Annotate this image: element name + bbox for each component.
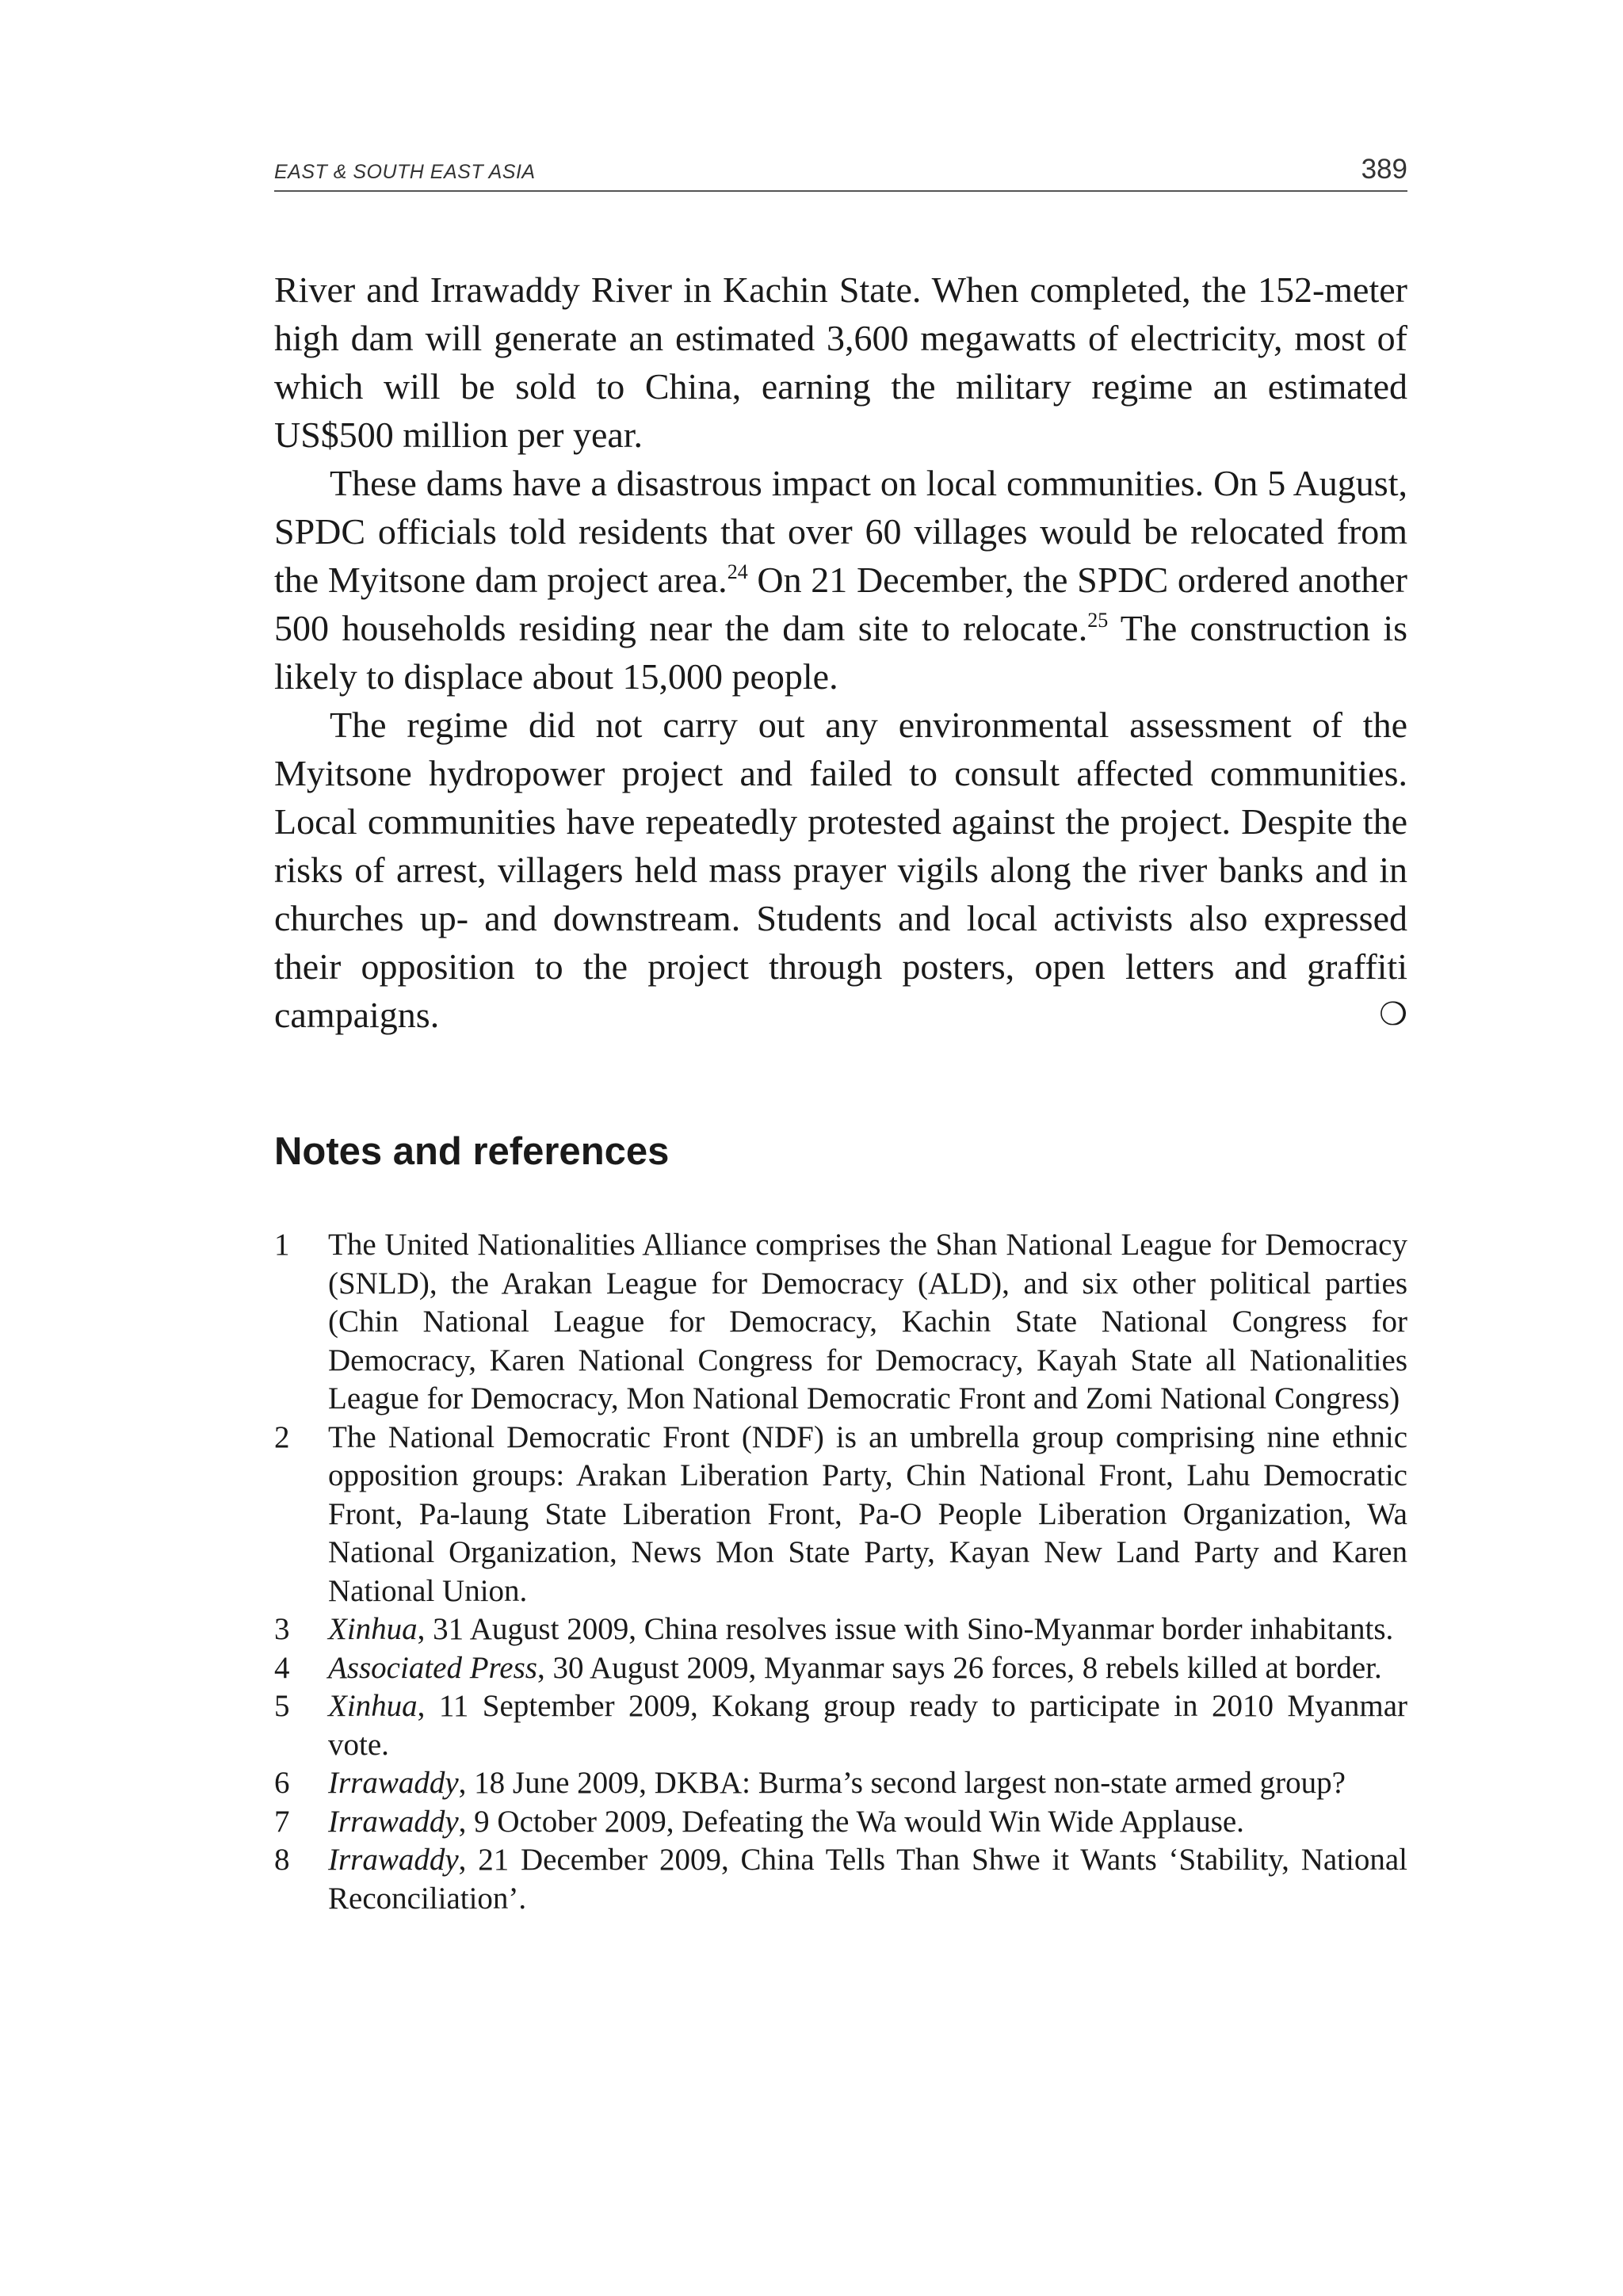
note-number: 4 bbox=[274, 1650, 290, 1685]
footnote-ref-25: 25 bbox=[1087, 609, 1109, 632]
note-number: 8 bbox=[274, 1843, 290, 1877]
note-body: , 21 December 2009, China Tells Than Shwe it Wants ‘Stability, National Reconciliation’. bbox=[328, 1843, 1407, 1916]
paragraph-2-text-a: These dams have a disastrous impact on local communities. On 5 August, SPDC officials told residents that over 60 villages would be relocated from the Myitsone dam project area. bbox=[274, 463, 1407, 600]
note-text bbox=[328, 1687, 1407, 1764]
note-body: , 31 August 2009, China resolves issue with Sino-Myanmar border inhabitants. bbox=[417, 1612, 1394, 1646]
running-title: EAST & SOUTH EAST ASIA bbox=[274, 161, 536, 183]
note-text bbox=[328, 1841, 1407, 1918]
paragraph-3-text: The regime did not carry out any environmental assessment of the Myitsone hydropower project and failed to consult affected communities. Local communities have repeatedly protested against the project. Despite the risks of arrest, villagers held mass prayer vigils along the river banks and in churches up- and downstream. Students and local activists also expressed their opposition to the project through posters, open letters and graffiti campaigns. bbox=[274, 705, 1407, 1035]
note-item bbox=[274, 1419, 1407, 1611]
note-body: , 18 June 2009, DKBA: Burma’s second largest non-state armed group? bbox=[458, 1766, 1346, 1800]
note-text bbox=[328, 1803, 1407, 1842]
note-number: 1 bbox=[274, 1228, 290, 1262]
note-text bbox=[328, 1610, 1407, 1649]
note-source: Associated Press bbox=[328, 1650, 537, 1685]
note-item bbox=[274, 1687, 1407, 1764]
note-source: Xinhua bbox=[328, 1612, 418, 1646]
note-item bbox=[274, 1226, 1407, 1419]
note-text bbox=[328, 1419, 1407, 1611]
note-body: The United Nationalities Alliance comprises the Shan National League for Democracy (SNLD), the Arakan League for Democracy (ALD), and six other political parties (Chin National League for Democracy, Kachin State National Congress for Democracy, Karen National Congress for Democracy, Kayah State all Nationalities League for Democracy, Mon National Democratic Front and Zomi National Congress) bbox=[328, 1228, 1407, 1415]
paragraph-1-text: River and Irrawaddy River in Kachin State. When completed, the 152-meter high dam will generate an estimated 3,600 megawatts of electricity, most of which will be sold to China, earning the military regime an estimated US$500 million per year. bbox=[274, 269, 1407, 455]
notes-heading: Notes and references bbox=[274, 1130, 670, 1173]
note-number: 5 bbox=[274, 1689, 290, 1723]
note-source: Irrawaddy bbox=[328, 1843, 459, 1877]
paragraph-3 bbox=[274, 701, 1407, 1039]
note-body: , 9 October 2009, Defeating the Wa would Win Wide Applause. bbox=[458, 1804, 1244, 1839]
note-item bbox=[274, 1649, 1407, 1688]
note-text bbox=[328, 1649, 1407, 1688]
note-item bbox=[274, 1803, 1407, 1842]
note-number: 6 bbox=[274, 1766, 290, 1800]
note-text bbox=[328, 1764, 1407, 1803]
note-text bbox=[328, 1226, 1407, 1419]
note-item bbox=[274, 1841, 1407, 1918]
paragraph-2 bbox=[274, 459, 1407, 701]
end-mark-icon: ❍ bbox=[1379, 996, 1407, 1033]
note-body: The National Democratic Front (NDF) is an umbrella group comprising nine ethnic opposition groups: Arakan Liberation Party, Chin National Front, Lahu Democratic Front, Pa-laung State Liberation Front, Pa-O People Liberation Organization, Wa National Organization, News Mon State Party, Kayan New Land Party and Karen National Union. bbox=[328, 1419, 1407, 1608]
note-item bbox=[274, 1764, 1407, 1803]
note-body: , 11 September 2009, Kokang group ready to participate in 2010 Myanmar vote. bbox=[328, 1689, 1407, 1762]
body-text bbox=[274, 266, 1407, 1039]
paragraph-2-text-b: On 21 December, the SPDC ordered another 500 households residing near the dam site to relocate. bbox=[274, 560, 1407, 648]
note-number: 3 bbox=[274, 1612, 290, 1646]
running-header bbox=[274, 151, 1407, 192]
note-number: 7 bbox=[274, 1804, 290, 1839]
page-number: 389 bbox=[1361, 154, 1407, 185]
paragraph-1 bbox=[274, 266, 1407, 459]
footnote-ref-24: 24 bbox=[727, 560, 748, 583]
note-source: Irrawaddy bbox=[328, 1766, 459, 1800]
note-body: , 30 August 2009, Myanmar says 26 forces, 8 rebels killed at border. bbox=[537, 1650, 1382, 1685]
notes-list bbox=[274, 1226, 1407, 1918]
paragraph-2-text-c: The construction is likely to displace about 15,000 people. bbox=[274, 608, 1407, 697]
note-source: Irrawaddy bbox=[328, 1804, 459, 1839]
note-number: 2 bbox=[274, 1419, 290, 1454]
note-item bbox=[274, 1610, 1407, 1649]
note-source: Xinhua bbox=[328, 1689, 418, 1723]
